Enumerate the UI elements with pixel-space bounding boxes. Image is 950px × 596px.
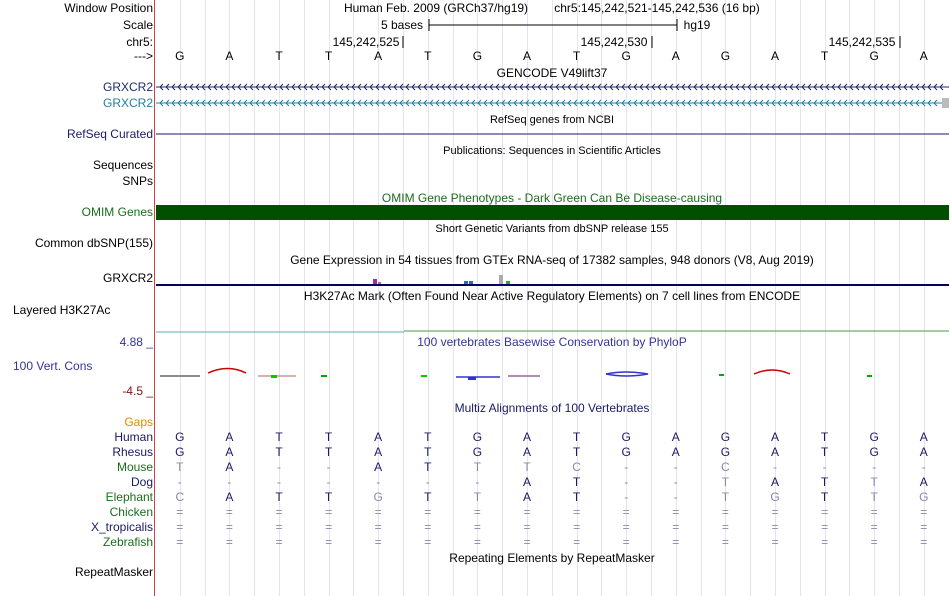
alignment-base: =	[771, 505, 779, 519]
alignment-base: A	[522, 475, 531, 489]
alignment-base: =	[473, 505, 481, 519]
alignment-base: =	[225, 520, 233, 534]
alignment-base: -	[227, 475, 232, 489]
alignment-base: C	[721, 460, 730, 474]
alignment-base: G	[472, 430, 483, 444]
alignment-base: G	[720, 430, 731, 444]
scale-label: Scale	[122, 18, 153, 32]
alignment-base: T	[870, 475, 878, 489]
alignment-base: T	[424, 490, 432, 504]
alignment-base: =	[374, 535, 382, 549]
gencode-track-title[interactable]: GENCODE V49lift37	[496, 66, 608, 80]
alignment-base: T	[572, 430, 581, 444]
alignment-base: -	[624, 490, 629, 504]
alignment-base: A	[770, 445, 779, 459]
reference-base: T	[572, 49, 581, 63]
reference-base: T	[324, 49, 333, 63]
gaps-label[interactable]: Gaps	[124, 415, 153, 429]
alignment-base: A	[225, 490, 234, 504]
alignment-base: A	[770, 475, 779, 489]
reference-base: G	[720, 49, 731, 63]
alignment-base: T	[820, 430, 829, 444]
alignment-base: =	[275, 520, 283, 534]
tick-label: 145,242,525	[332, 35, 400, 49]
alignment-base: T	[176, 460, 184, 474]
alignment-base: T	[324, 490, 333, 504]
alignment-base: -	[673, 490, 678, 504]
alignment-base: G	[373, 490, 383, 504]
repeatmasker-track-title[interactable]: Repeating Elements by RepeatMasker	[449, 551, 655, 565]
alignment-base: A	[919, 475, 928, 489]
alignment-base: -	[425, 475, 430, 489]
gtex-expression-bars[interactable]	[156, 275, 949, 285]
alignment-base: -	[624, 460, 629, 474]
alignment-base: =	[473, 535, 481, 549]
alignment-base: -	[277, 475, 281, 489]
alignment-base: T	[523, 460, 531, 474]
alignment-base: =	[920, 520, 928, 534]
alignment-base: -	[773, 460, 777, 474]
alignment-base: A	[225, 460, 234, 474]
alignment-base: =	[473, 520, 481, 534]
alignment-base: =	[424, 535, 432, 549]
gencode-transcript[interactable]	[156, 84, 949, 90]
alignment-base: T	[820, 490, 829, 504]
scale-text: 5 bases	[380, 18, 424, 32]
alignment-base: -	[673, 460, 678, 474]
alignment-base: =	[424, 520, 432, 534]
repeatmasker-label[interactable]: RepeatMasker	[74, 565, 153, 579]
alignment-base: T	[572, 475, 581, 489]
alignment-base: A	[919, 430, 928, 444]
alignment-base: -	[326, 475, 331, 489]
species-label[interactable]: Chicken	[109, 505, 153, 519]
alignment-base: =	[374, 505, 382, 519]
alignment-base: =	[523, 535, 531, 549]
alignment-base: T	[275, 490, 283, 504]
alignment-base: =	[275, 505, 283, 519]
gtex-label[interactable]: GRXCR2	[102, 271, 153, 285]
alignment-base: =	[920, 535, 928, 549]
alignment-base: C	[175, 490, 185, 504]
alignment-base: =	[870, 535, 878, 549]
scale-db: hg19	[683, 18, 711, 32]
alignment-base: =	[523, 505, 531, 519]
alignment-base: T	[424, 460, 432, 474]
alignment-base: T	[820, 475, 829, 489]
alignment-base: -	[376, 475, 381, 489]
alignment-base: =	[325, 535, 333, 549]
alignment-base: G	[175, 430, 185, 444]
alignment-base: T	[820, 445, 829, 459]
alignment-base: =	[721, 520, 729, 534]
dbsnp-track-title[interactable]: Short Genetic Variants from dbSNP release 155	[435, 223, 669, 235]
alignment-base: =	[672, 520, 680, 534]
alignment-base: =	[821, 535, 829, 549]
omim-label[interactable]: OMIM Genes	[81, 205, 153, 219]
alignment-base: A	[374, 445, 383, 459]
gencode-transcript[interactable]	[156, 98, 949, 108]
alignment-base: =	[573, 535, 581, 549]
alignment-base: -	[475, 475, 480, 489]
species-label[interactable]: Zebrafish	[102, 535, 153, 549]
alignment-base: =	[225, 505, 233, 519]
alignment-base: T	[473, 460, 482, 474]
alignment-base: =	[771, 520, 779, 534]
alignment-base: T	[721, 475, 730, 489]
alignment-base: G	[770, 490, 780, 504]
position-readout[interactable]: chr5:145,242,521-145,242,536 (16 bp)	[554, 1, 760, 15]
alignment-base: A	[919, 445, 928, 459]
publications-track-title[interactable]: Publications: Sequences in Scientific Articles	[443, 145, 661, 157]
scale-bar	[429, 19, 677, 31]
phylop-max-label: 4.88 _	[119, 335, 153, 349]
species-label[interactable]: Mouse	[116, 460, 153, 474]
reference-base: A	[671, 49, 680, 63]
reference-base: G	[621, 49, 631, 63]
strand-arrow-label[interactable]: --->	[134, 49, 153, 63]
reference-base: G	[472, 49, 483, 63]
tick-label: 145,242,535	[828, 35, 896, 49]
alignment-base: -	[673, 475, 678, 489]
alignment-base: T	[424, 430, 432, 444]
omim-track-title[interactable]: OMIM Gene Phenotypes - Dark Green Can Be Disease-causing	[381, 191, 723, 205]
alignment-base: =	[821, 520, 829, 534]
gencode-item-label[interactable]: GRXCR2	[102, 96, 153, 110]
alignment-base: C	[572, 460, 581, 474]
alignment-base: G	[869, 430, 879, 444]
reference-base: T	[424, 49, 432, 63]
omim-gene-bar[interactable]	[156, 205, 949, 220]
alignment-base: A	[522, 490, 531, 504]
species-label[interactable]: Dog	[130, 475, 153, 489]
alignment-base: -	[177, 475, 182, 489]
alignment-base: T	[324, 430, 333, 444]
chrom-label: chr5:	[126, 35, 153, 49]
alignment-base: A	[374, 460, 383, 474]
gencode-item-label[interactable]: GRXCR2	[102, 80, 153, 94]
alignment-base: A	[225, 445, 234, 459]
alignment-base: A	[671, 445, 680, 459]
alignment-base: -	[872, 460, 877, 474]
alignment-base: A	[671, 430, 680, 444]
phylop-label[interactable]: 100 Vert. Cons	[13, 359, 93, 373]
alignment-base: =	[374, 520, 382, 534]
alignment-base: =	[870, 520, 878, 534]
alignment-base: G	[621, 430, 631, 444]
reference-base: T	[275, 49, 283, 63]
alignment-base: =	[870, 505, 878, 519]
alignment-base: G	[621, 445, 631, 459]
h3k27ac-label[interactable]: Layered H3K27Ac	[13, 303, 111, 317]
alignment-base: G	[175, 445, 185, 459]
refseq-label[interactable]: RefSeq Curated	[66, 127, 153, 141]
alignment-base: =	[622, 535, 630, 549]
alignment-base: =	[721, 535, 729, 549]
alignment-base: =	[771, 535, 779, 549]
alignment-base: A	[522, 445, 531, 459]
alignment-base: =	[622, 505, 630, 519]
sequences-label[interactable]: Sequences	[92, 158, 153, 172]
alignment-base: -	[277, 460, 281, 474]
alignment-base: G	[869, 445, 879, 459]
alignment-base: =	[424, 505, 432, 519]
alignment-base: =	[721, 505, 729, 519]
alignment-base: T	[424, 445, 432, 459]
alignment-base: A	[374, 430, 383, 444]
species-label[interactable]: X_tropicalis	[90, 520, 153, 534]
phylop-signal[interactable]	[160, 369, 872, 381]
snps-label[interactable]: SNPs	[122, 174, 153, 188]
assembly-label[interactable]: Human Feb. 2009 (GRCh37/hg19)	[343, 1, 529, 15]
refseq-track-title[interactable]: RefSeq genes from NCBI	[489, 114, 615, 126]
alignment-base: T	[473, 490, 482, 504]
alignment-base: G	[720, 445, 731, 459]
dbsnp-label[interactable]: Common dbSNP(155)	[34, 236, 153, 250]
reference-base: A	[919, 49, 928, 63]
alignment-base: G	[919, 490, 929, 504]
alignment-base: =	[176, 505, 184, 519]
alignment-base: =	[672, 535, 680, 549]
phylop-track-title[interactable]: 100 vertebrates Basewise Conservation by PhyloP	[417, 335, 687, 349]
alignment-base: =	[573, 505, 581, 519]
multiz-track-title[interactable]: Multiz Alignments of 100 Vertebrates	[454, 401, 650, 415]
reference-base: T	[820, 49, 829, 63]
window-position-label: Window Position	[64, 1, 153, 15]
tick-label: 145,242,530	[580, 35, 648, 49]
alignment-base: T	[572, 445, 581, 459]
alignment-base: =	[176, 520, 184, 534]
alignment-base: =	[821, 505, 829, 519]
alignment-base: T	[721, 490, 730, 504]
h3k27ac-track-title[interactable]: H3K27Ac Mark (Often Found Near Active Regulatory Elements) on 7 cell lines from ENCODE	[303, 289, 801, 303]
alignment-base: -	[326, 460, 331, 474]
species-label[interactable]: Elephant	[105, 490, 153, 504]
alignment-base: =	[325, 505, 333, 519]
alignment-base: A	[522, 430, 531, 444]
alignment-base: =	[622, 520, 630, 534]
alignment-base: G	[472, 445, 483, 459]
species-label[interactable]: Rhesus	[112, 445, 153, 459]
gtex-track-title[interactable]: Gene Expression in 54 tissues from GTEx RNA-seq of 17382 samples, 948 donors (V8, Aug 2019)	[290, 253, 814, 267]
reference-base: G	[175, 49, 185, 63]
reference-base: A	[522, 49, 531, 63]
reference-base: A	[374, 49, 383, 63]
reference-base: A	[770, 49, 779, 63]
h3k27ac-signal[interactable]	[156, 331, 949, 332]
reference-base: A	[225, 49, 234, 63]
alignment-base: T	[870, 490, 878, 504]
alignment-base: -	[822, 460, 827, 474]
alignment-base: =	[672, 505, 680, 519]
alignment-base: =	[920, 505, 928, 519]
alignment-base: =	[325, 520, 333, 534]
alignment-base: =	[225, 535, 233, 549]
alignment-base: T	[275, 430, 283, 444]
alignment-base: A	[225, 430, 234, 444]
alignment-base: -	[624, 475, 629, 489]
ruler-ticks	[403, 36, 900, 48]
alignment-base: =	[275, 535, 283, 549]
species-label[interactable]: Human	[114, 430, 153, 444]
alignment-base: T	[572, 490, 581, 504]
alignment-base: T	[275, 445, 283, 459]
alignment-base: =	[573, 520, 581, 534]
alignment-base: -	[921, 460, 926, 474]
phylop-min-label: -4.5 _	[122, 384, 153, 398]
reference-base: G	[869, 49, 879, 63]
alignment-base: =	[176, 535, 184, 549]
alignment-base: T	[324, 445, 333, 459]
alignment-base: =	[523, 520, 531, 534]
alignment-base: A	[770, 430, 779, 444]
